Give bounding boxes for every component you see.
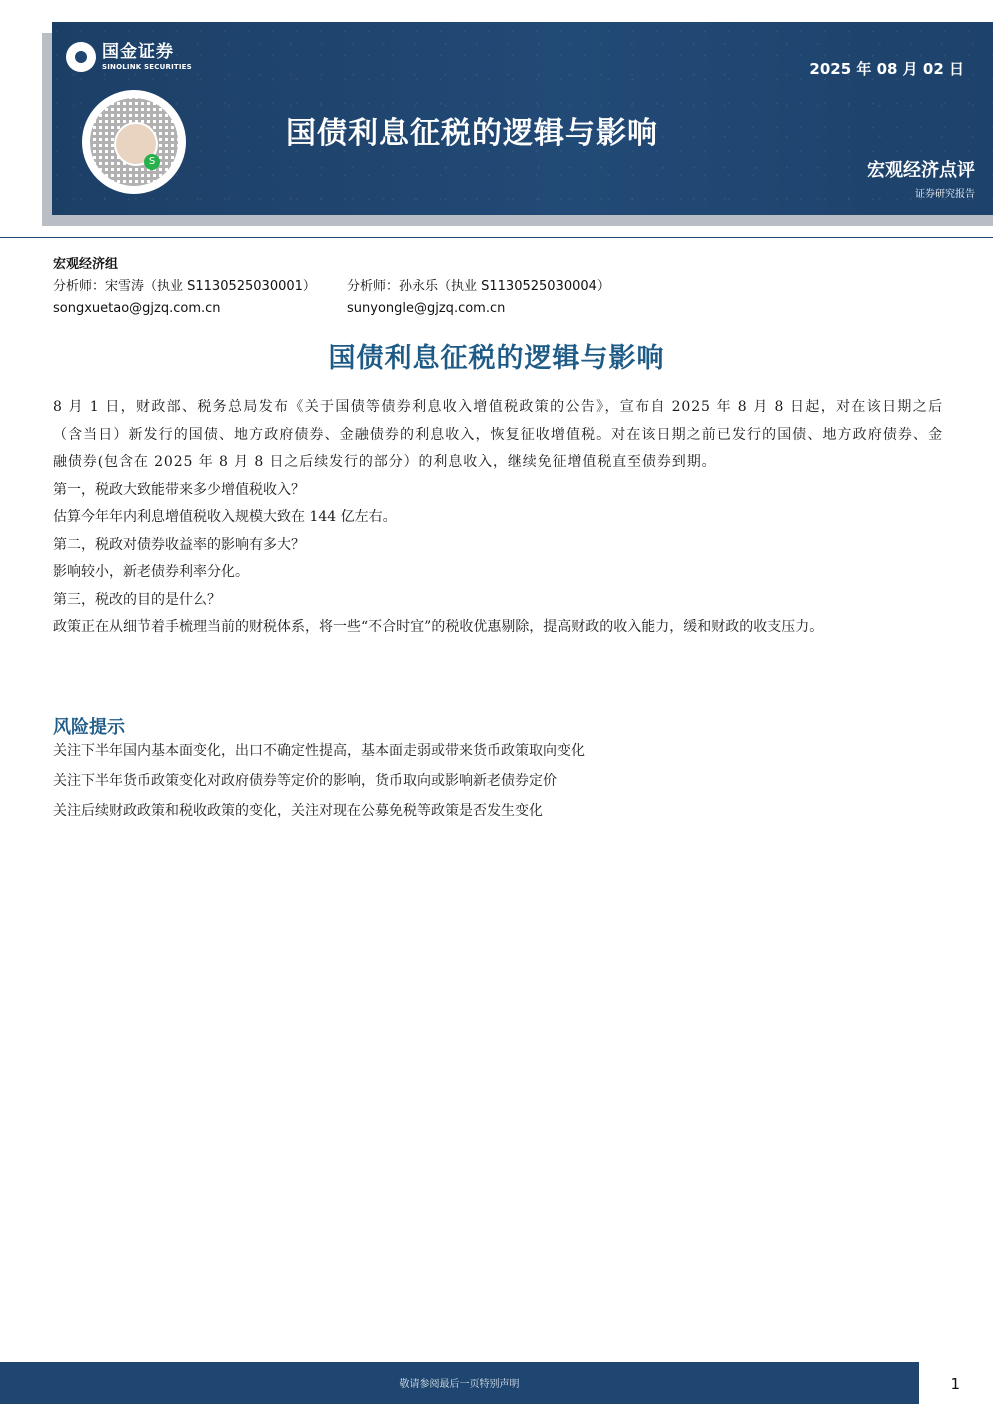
question-1: 第一，税政大致能带来多少增值税收入？ <box>53 481 305 498</box>
analyst-2-email[interactable]: sunyongle@gjzq.com.cn <box>347 301 506 316</box>
risk-item: 关注后续财政政策和税收政策的变化，关注对现在公募免税等政策是否发生变化 <box>53 803 543 819</box>
header-banner <box>52 22 993 215</box>
risk-item: 关注下半年国内基本面变化，出口不确定性提高，基本面走弱或带来货币政策取向变化 <box>53 743 585 759</box>
footer-bar <box>0 1362 919 1404</box>
logo-icon <box>66 42 96 72</box>
mini-program-qr-code <box>82 90 186 194</box>
page-number: 1 <box>950 1375 960 1393</box>
risk-item: 关注下半年货币政策变化对政府债券等定价的影响，货币取向或影响新老债券定价 <box>53 773 557 789</box>
intro-paragraph: 8 月 1 日，财政部、税务总局发布《关于国债等债券利息收入增值税政策的公告》，宣布自 2025 年 8 月 8 日起，对在该日期之后（含当日）新发行的国债、地方政府债券、金融债券的利息收入，恢复征收增值税。对在该日期之前已发行的国债、地方政府债券、金融债券(包含在 2025 年 8 月 8 日之后续发行的部分）的利息收入，继续免征增值税直至债券到期。 <box>53 399 943 470</box>
question-3: 第三，税改的目的是什么？ <box>53 591 221 608</box>
wechat-mini-program-icon: S <box>144 154 160 170</box>
analyst-info <box>53 254 610 320</box>
document-title: 国债利息征税的逻辑与影响 <box>328 343 665 374</box>
header-divider <box>0 237 993 238</box>
risk-heading: 风险提示 <box>53 717 125 738</box>
answer-1: 估算今年年内利息增值税收入规模大致在 144 亿左右。 <box>53 509 397 525</box>
question-2: 第二，税政对债券收益率的影响有多大？ <box>53 536 305 553</box>
disclaimer-note: 敬请参阅最后一页特别声明 <box>399 1379 520 1390</box>
answer-2: 影响较小，新老债券利率分化。 <box>53 564 249 580</box>
email-row <box>53 298 506 320</box>
risk-list <box>53 736 943 826</box>
report-category: 宏观经济点评 <box>867 160 975 181</box>
analyst-1: 分析师：宋雪涛（执业 S1130525030001） <box>53 279 316 294</box>
answer-3: 政策正在从细节着手梳理当前的财税体系，将一些“不合时宜”的税收优惠剔除，提高财政的收入能力，缓和财政的收支压力。 <box>53 619 824 635</box>
analyst-1-email[interactable]: songxuetao@gjzq.com.cn <box>53 301 221 316</box>
logo-en-text: SINOLINK SECURITIES <box>102 62 192 71</box>
research-group: 宏观经济组 <box>53 257 119 272</box>
analyst-2: 分析师：孙永乐（执业 S1130525030004） <box>347 279 610 294</box>
report-date: 2025 年 08 月 02 日 <box>809 60 964 78</box>
analyst-row <box>53 276 610 298</box>
logo-cn-text: 国金证券 <box>102 41 174 62</box>
report-type: 证券研究报告 <box>915 189 975 200</box>
report-body <box>53 394 943 642</box>
company-logo <box>66 42 192 72</box>
banner-title: 国债利息征税的逻辑与影响 <box>286 116 658 151</box>
